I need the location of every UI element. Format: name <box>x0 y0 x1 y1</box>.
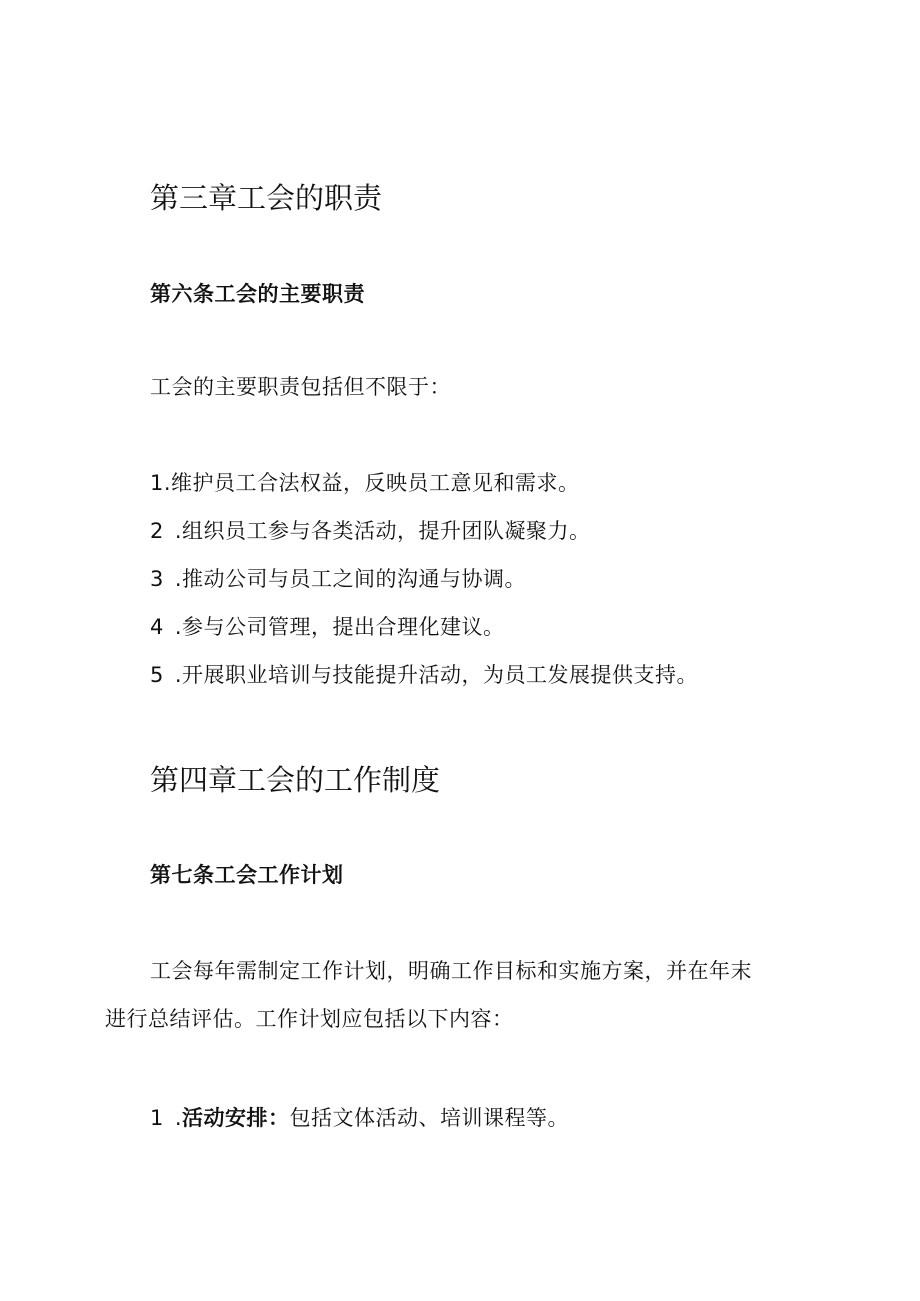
list-item <box>150 659 698 689</box>
list-item-text: 参与公司管理，提出合理化建议。 <box>182 615 505 639</box>
article-7-heading: 第七条工会工作计划 <box>150 863 344 887</box>
list-item <box>150 611 505 641</box>
list-item-number: 1. <box>150 471 172 495</box>
list-item-number: 4 . <box>150 615 183 639</box>
list-item-number: 2 . <box>150 519 183 543</box>
list-item-text: 开展职业培训与技能提升活动，为员工发展提供支持。 <box>182 663 699 687</box>
list-item-text: 组织员工参与各类活动，提升团队凝聚力。 <box>182 519 591 543</box>
list-item-text: 维护员工合法权益，反映员工意见和需求。 <box>171 471 580 495</box>
list-item <box>150 1102 569 1132</box>
article-7-paragraph-line-2: 进行总结评估。工作计划应包括以下内容： <box>105 1007 514 1031</box>
list-item <box>150 467 580 497</box>
article-7-paragraph-line-1: 工会每年需制定工作计划，明确工作目标和实施方案，并在年末 <box>150 959 752 983</box>
list-item-text: 包括文体活动、培训课程等。 <box>289 1106 570 1130</box>
list-item <box>150 515 591 545</box>
list-item-label: 活动安排： <box>182 1106 290 1130</box>
list-item-number: 1 . <box>150 1106 183 1130</box>
article-6-heading: 第六条工会的主要职责 <box>150 282 365 306</box>
list-item-number: 5 . <box>150 663 183 687</box>
list-item-text: 推动公司与员工之间的沟通与协调。 <box>182 567 527 591</box>
article-6-intro: 工会的主要职责包括但不限于： <box>150 375 451 399</box>
chapter-4-heading: 第四章工会的工作制度 <box>150 763 441 797</box>
list-item <box>150 563 526 593</box>
list-item-number: 3 . <box>150 567 183 591</box>
chapter-3-heading: 第三章工会的职责 <box>150 181 383 215</box>
